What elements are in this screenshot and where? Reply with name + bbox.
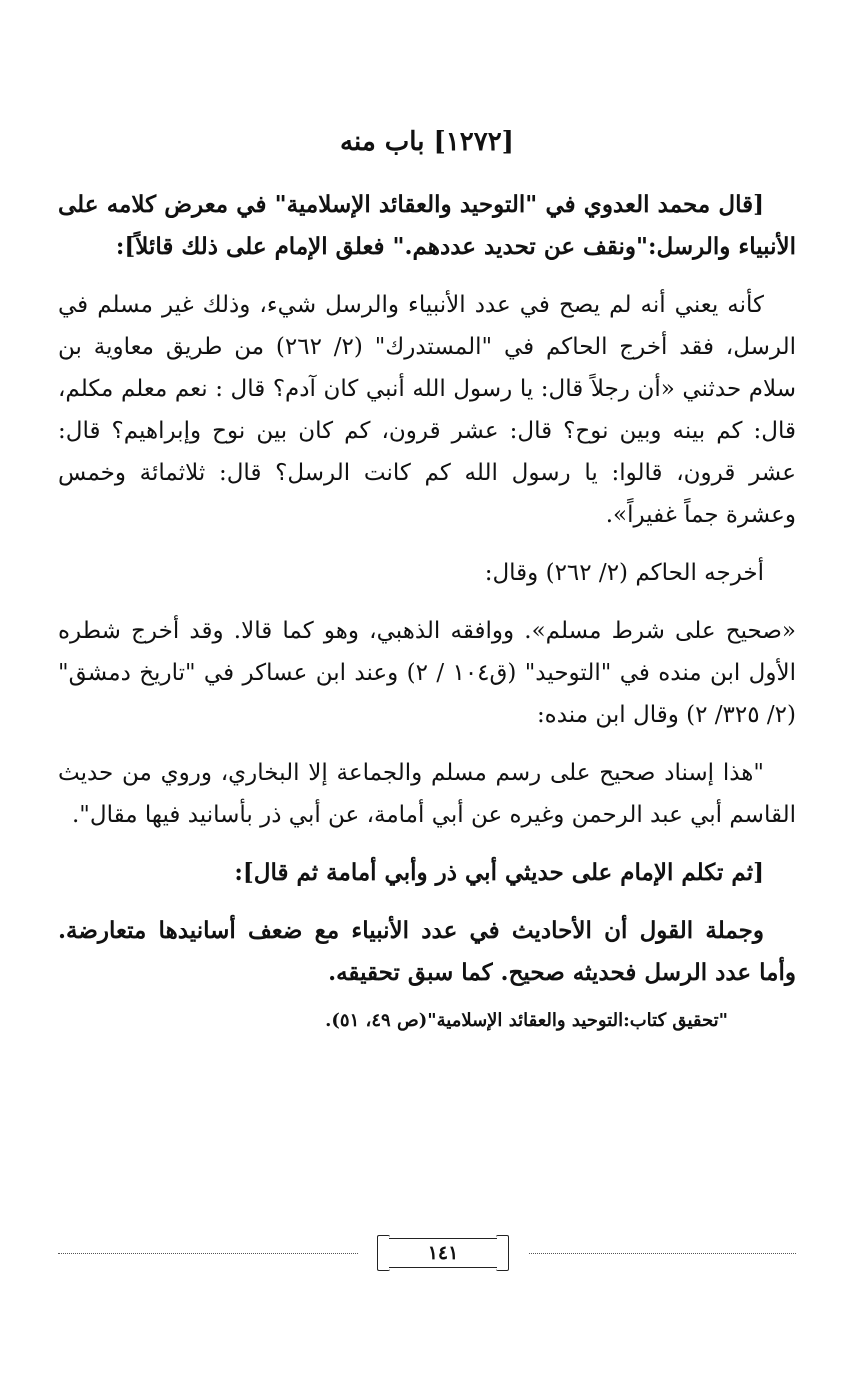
text-area	[58, 120, 796, 1036]
bracket-note-paragraph: [ثم تكلم الإمام على حديثي أبي ذر وأبي أمامة ثم قال]:	[234, 859, 764, 886]
hadith-paragraph: كأنه يعني أنه لم يصح في عدد الأنبياء والرسل شيء، وذلك غير مسلم في الرسل، فقد أخرج الحاكم في "المستدرك" (٢/ ٢٦٢) من طريق معاوية بن سلام حدثني «أن رجلاً قال: يا رسول الله أنبي كان آدم؟ قال : نعم معلم مكلم، قال: كم بينه وبين نوح؟ قال: عشر قرون، كم كان بين نوح وإبراهيم؟ قال: عشر قرون، قالوا: يا رسول الله كم كانت الرسل؟ قال: ثلاثمائة وخمس وعشرة جماً غفيراً».	[58, 292, 797, 528]
page-number: ١٤١	[427, 1242, 459, 1264]
source-citation: "تحقيق كتاب:التوحيد والعقائد الإسلامية"(ص ٤٩، ٥١).	[325, 1010, 728, 1031]
sahih-paragraph: «صحيح على شرط مسلم». ووافقه الذهبي، وهو كما قالا. وقد أخرج شطره الأول ابن منده في "التوحيد" (ق١٠٤ / ٢) وعند ابن عساكر في "تاريخ دمشق" (٢/ ٣٢٥/ ٢) وقال ابن منده:	[58, 618, 796, 728]
page-footer	[58, 1236, 796, 1272]
conclusion-paragraph: وجملة القول أن الأحاديث في عدد الأنبياء مع ضعف أسانيدها متعارضة. وأما عدد الرسل فحديثه صحيح. كما سبق تحقيقه.	[58, 917, 796, 986]
chapter-title: [١٢٧٢] باب منه	[340, 127, 514, 157]
hakim-paragraph: أخرجه الحاكم (٢/ ٢٦٢) وقال:	[484, 560, 764, 586]
ibn-mandah-quote-paragraph: "هذا إسناد صحيح على رسم مسلم والجماعة إلا البخاري، وروي من حديث القاسم أبي عبد الرحمن وغيره عن أبي أمامة، عن أبي ذر بأسانيد فيها مقال".	[58, 760, 796, 828]
intro-paragraph: [قال محمد العدوي في "التوحيد والعقائد الإسلامية" في معرض كلامه على الأنبياء والرسل:"ونقف عن تحديد عددهم." فعلق الإمام على ذلك قائلاً]:	[58, 191, 796, 260]
page-number-ornament	[358, 1236, 528, 1270]
ornament-frame	[389, 1238, 497, 1268]
